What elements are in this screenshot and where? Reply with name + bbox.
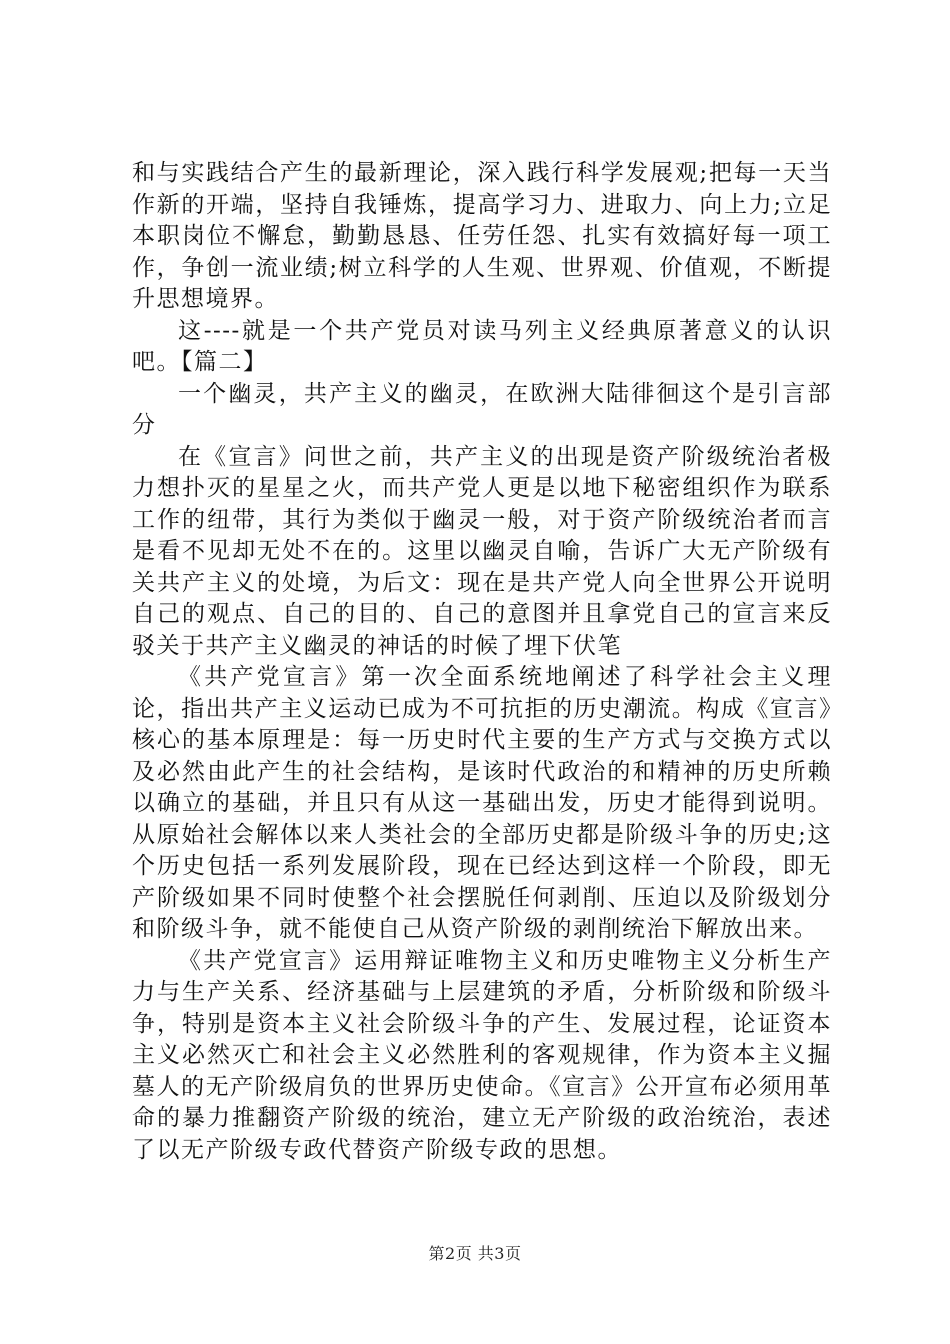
body-text [132, 158, 832, 1166]
page-number-footer: 第2页 共3页 [428, 1244, 522, 1263]
paragraph-intro-quote: 一个幽灵，共产主义的幽灵，在欧洲大陆徘徊这个是引言部分 [132, 380, 832, 438]
paragraph-dialectical-analysis: 《共产党宣言》运用辩证唯物主义和历史唯物主义分析生产力与生产关系、经济基础与上层建筑的矛盾，分析阶级和阶级斗争，特别是资本主义社会阶级斗争的产生、发展过程，论证资本主义必然灭亡和社会主义必然胜利的客观规律，作为资本主义掘墓人的无产阶级肩负的世界历史使命。《宣言》公开宣布必须用革命的暴力推翻资产阶级的统治，建立无产阶级的政治统治，表述了以无产阶级专政代替资产阶级专政的思想。 [132, 947, 832, 1163]
paragraph-continuation: 和与实践结合产生的最新理论，深入践行科学发展观;把每一天当作新的开端，坚持自我锤炼，提高学习力、进取力、向上力;立足本职岗位不懈怠，勤勤恳恳、任劳任怨、扎实有效搞好每一项工作，争创一流业绩;树立科学的人生观、世界观、价值观，不断提升思想境界。 [132, 160, 832, 312]
paragraph-specter-explanation: 在《宣言》问世之前，共产主义的出现是资产阶级统治者极力想扑灭的星星之火，而共产党人更是以地下秘密组织作为联系工作的纽带，其行为类似于幽灵一般，对于资产阶级统治者而言是看不见却无处不在的。这里以幽灵自喻，告诉广大无产阶级有关共产主义的处境，为后文：现在是共产党人向全世界公开说明自己的观点、自己的目的、自己的意图并且拿党自己的宣言来反驳关于共产主义幽灵的神话的时候了埋下伏笔 [132, 443, 832, 659]
paragraph-core-principles: 《共产党宣言》第一次全面系统地阐述了科学社会主义理论，指出共产主义运动已成为不可抗拒的历史潮流。构成《宣言》核心的基本原理是：每一历史时代主要的生产方式与交换方式以及必然由此产生的社会结构，是该时代政治的和精神的历史所赖以确立的基础，并且只有从这一基础出发，历史才能得到说明。从原始社会解体以来人类社会的全部历史都是阶级斗争的历史;这个历史包括一系列发展阶段，现在已经达到这样一个阶段，即无产阶级如果不同时使整个社会摆脱任何剥削、压迫以及阶级划分和阶级斗争，就不能使自己从资产阶级的剥削统治下解放出来。 [132, 664, 832, 942]
paragraph-conclusion: 这----就是一个共产党员对读马列主义经典原著意义的认识吧。【篇二】 [132, 317, 832, 375]
